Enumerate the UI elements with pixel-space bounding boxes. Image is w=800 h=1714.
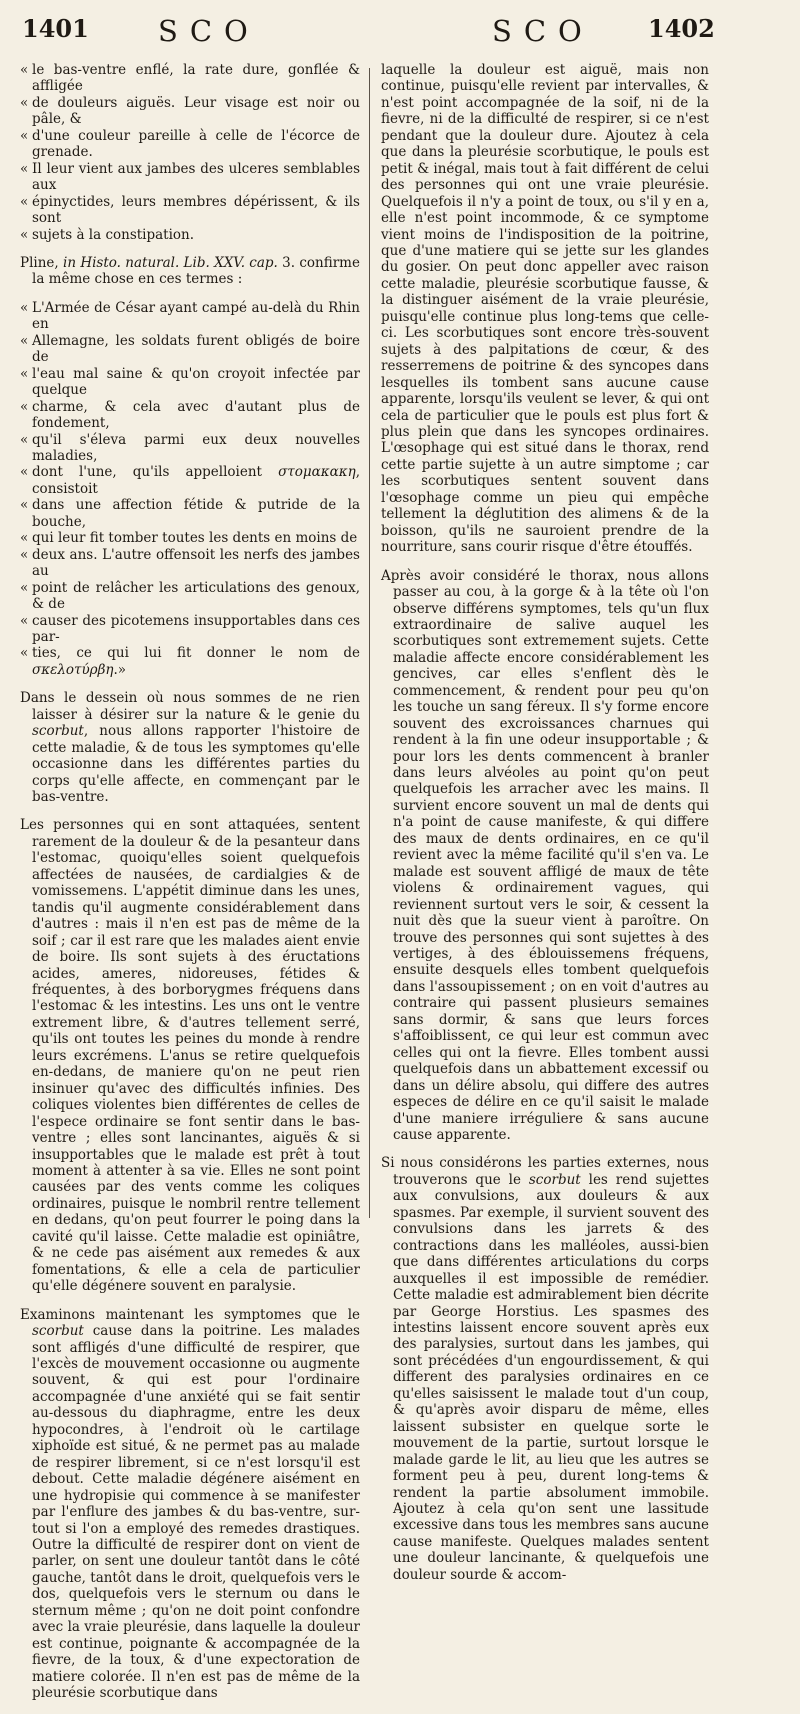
quote-line: « qui leur fit tomber toutes les dents en moins de <box>20 530 358 547</box>
page-number-right: 1402 <box>648 14 715 43</box>
quote-line: « épinyctides, leurs membres dépérissent, & ils sont <box>20 193 360 227</box>
paragraph-pline: Pline, in Histo. natural. Lib. XXV. cap. 3. confirme la même chose en ces termes : <box>20 254 360 288</box>
quote-line: « de douleurs aiguës. Leur visage est noir ou pâle, & <box>20 94 360 128</box>
paragraph-examinons: Examinons maintenant les symptomes que le scorbut cause dans la poitrine. Les malades sont affligés d'une difficulté de respirer, que l'excès de mouvement occasionne ou augmente souvent, & qui est pour l'ordinaire accompagnée d'une anxiété qui se fait sentir au-dessous du diaphragme, entre les deux hypocondres, à l'endroit où le cartilage xiphoïde est situé, & ne permet pas au malade de respirer librement, si ce n'est lorsqu'il est debout. Cette maladie dégénere aisément en une hydropisie qui commence à se manifester par l'enflure des jambes & du bas-ventre, sur-tout si l'on a employé des remedes drastiques. Outre la difficulté de respirer dont on vient de parler, on sent une douleur tantôt dans le côté gauche, tantôt dans le droit, quelquefois vers le dos, quelquefois vers le sternum ou dans le sternum même ; qu'on ne doit point confondre avec la vraie pleurésie, dans laquelle la douleur est continue, poignante & accompagnée de la fievre, de la toux, & d'une expectoration de matiere colorée. Il n'en est pas de même de la pleurésie scorbutique dans <box>20 1306 360 1702</box>
quote-line: « l'eau mal saine & qu'on croyoit infectée par quelque <box>20 365 360 399</box>
greek-term: σκελοτύρβη <box>32 661 114 678</box>
column-divider <box>369 68 370 1218</box>
running-head-left: SCO <box>158 14 260 48</box>
quote-line: « sujets à la constipation. <box>20 226 195 243</box>
quote-block-continued <box>20 62 360 243</box>
quote-line: « point de relâcher les articulations des genoux, & de <box>20 579 360 613</box>
paragraph-personnes: Les personnes qui en sont attaquées, sentent rarement de la douleur & de la pesanteur dans l'estomac, quoiqu'elles soient quelquefois affectées de nausées, de cardialgies & de vomissemens. L'appétit diminue dans les unes, tandis qu'il augmente considérablement dans d'autres : mais il n'en est pas de même de la soif ; car il est rare que les malades aient envie de boire. Ils sont sujets à des éructations acides, ameres, nidoreuses, fétides & fréquentes, à des borborygmes fréquens dans l'estomac & les intestins. Les uns ont le ventre extrement libre, & d'autres tellement serré, qu'ils ont toutes les peines du monde à rendre leurs excrémens. L'anus se retire quelquefois en-dedans, de maniere qu'on ne peut rien insinuer qu'avec des difficultés infinies. Des coliques violentes bien différentes de celles de l'espece ordinaire se font sentir dans le bas-ventre ; elles sont lancinantes, aiguës & si insupportables que le malade est prêt à tout moment à attenter à sa vie. Elles ne sont point causées par des vents comme les coliques ordinaires, puisque le nombril rentre tellement en dedans, qu'on peut fourrer le poing dans la cavité qu'il laisse. Cette maladie est opiniâtre, & ne cede pas aisément aux remedes & aux fomentations, & elle a cela de particulier qu'elle dégénere souvent en paralysie. <box>20 817 360 1295</box>
quote-line: « causer des picotemens insupportables dans ces par- <box>20 612 360 645</box>
greek-term: στομακακη <box>278 464 356 481</box>
quote-line: « Allemagne, les soldats furent obligés de boire de <box>20 332 360 366</box>
running-head-right: SCO <box>492 14 594 48</box>
quote-line: « L'Armée de César ayant campé au-delà du Rhin en <box>20 299 360 333</box>
quote-line: « d'une couleur pareille à celle de l'écorce de grenade. <box>20 127 360 161</box>
quote-line: « dont l'une, qu'ils appelloient στομακακη, consistoit <box>20 464 360 497</box>
paragraph-dessein: Dans le dessein où nous sommes de ne rien laisser à désirer sur la nature & le genie du scorbut, nous allons rapporter l'histoire de cette maladie, & de tous les symptomes qu'elle occasionne dans les différentes parties du corps qu'elle affecte, en commençant par le bas-ventre. <box>20 690 360 806</box>
paragraph-laquelle: laquelle la douleur est aiguë, mais non continue, puisqu'elle revient par intervalles, & n'est point accompagnée de la soif, ni de la fievre, ni de la difficulté de respirer, si ce n'est pendant que la douleur dure. Ajoutez à cela que dans la pleurésie scorbutique, le pouls est petit & inégal, mais tout à fait différent de celui des personnes qui ont une vraie pleurésie. Quelquefois il n'y a point de toux, ou s'il y en a, elle n'est point incommode, & ce symptome vient moins de l'indisposition de la poitrine, que d'une matiere qui se jette sur les glandes du gosier. On peut donc appeller avec raison cette maladie, pleurésie scorbutique fausse, & la distinguer aisément de la vraie pleurésie, puisqu'elle continue plus long-tems que celle-ci. Les scorbutiques sont encore très-souvent sujets à des palpitations de cœur, & des resserremens de poitrine & des syncopes dans lesquelles ils tombent sans aucune cause apparente, lorsqu'ils veulent se lever, & qui ont cela de particulier que le pouls est plus fort & plus plein que dans les syncopes ordinaires. L'œsophage qui est situé dans le thorax, rend cette partie sujette à un autre simptome ; car les scorbutiques sentent souvent dans l'œsophage comme un pieu qui empêche tellement la déglutition des alimens & de la boisson, qu'ils ne sauroient prendre de la nourriture, sans courir risque d'être étouffés. <box>381 62 709 556</box>
quote-line: « qu'il s'éleva parmi eux deux nouvelles maladies, <box>20 431 360 464</box>
quote-line: « Il leur vient aux jambes des ulceres semblables aux <box>20 160 360 194</box>
paragraph-apres: Après avoir considéré le thorax, nous allons passer au cou, à la gorge & à la tête où l'on observe différens symptomes, tels qu'un flux extraordinaire de salive auquel les scorbutiques sont extremement sujets. Cette maladie affecte encore considérablement les gencives, car elles s'enflent dès le commencement, & rendent pour peu qu'on les touche un sang féreux. Il s'y forme encore souvent des excroissances charnues qui rendent à la fin une odeur insupportable ; & pour lors les dents commencent à branler dans leurs alvéoles au point qu'on peut quelquefois les arracher avec les mains. Il survient encore souvent un mal de dents qui n'a point de cause manifeste, & qui differe des maux de dents ordinaires, en ce qu'il revient avec la même facilité qu'il s'en va. Le malade est souvent affligé de maux de tête violens & ordinairement vagues, qui reviennent surtout vers le soir, & cessent la nuit dès que la sueur vient à paroître. On trouve des personnes qui sont sujettes à des vertiges, à des éblouissemens fréquens, ensuite desquels elles tombent quelquefois dans l'assoupissement ; on en voit d'autres au contraire qui passent plusieurs semaines sans dormir, & sans que leurs forces s'affoiblissent, ce qui leur est commun avec celles qui ont la fievre. Elles tombent aussi quelquefois dans un abbattement excessif ou dans un délire absolu, qui differe des autres especes de délire en ce qu'il saisit le malade d'une maniere irréguliere & sans aucune cause apparente. <box>381 567 709 1143</box>
right-column <box>381 62 709 1595</box>
quote-line: « deux ans. L'autre offensoit les nerfs des jambes au <box>20 546 360 580</box>
quote-line: « ties, ce qui lui fit donner le nom de σκελοτύρβη.» <box>20 645 360 678</box>
quote-line: « le bas-ventre enflé, la rate dure, gonflée & affligée <box>20 62 360 95</box>
left-column <box>20 62 360 1714</box>
quote-line: « charme, & cela avec d'autant plus de fondement, <box>20 398 360 432</box>
paragraph-si-nous: Si nous considérons les parties externes, nous trouverons que le scorbut les rend sujettes aux convulsions, aux douleurs & aux spasmes. Par exemple, il survient souvent des convulsions dans les jarrets & des contractions dans les malléoles, aussi-bien que dans différentes articulations du corps auxquelles il est impossible de remédier. Cette maladie est admirablement bien décrite par George Horstius. Les spasmes des intestins laissent encore souvent après eux des paralysies, surtout dans les jambes, qui sont précédées d'un engourdissement, & qui different des paralysies ordinaires en ce qu'elles saisissent le malade tout d'un coup, & qu'après avoir disparu de même, elles laissent subsister en quelque sorte le mouvement de la partie, surtout lorsque le malade garde le lit, au lieu que les autres se forment peu à peu, durent long-tems & rendent la partie absolument immobile. Ajoutez à cela qu'on sent une lassitude excessive dans tous les membres sans aucune cause manifeste. Quelques malades sentent une douleur lancinante, & quelquefois une douleur sourde & accom- <box>381 1155 710 1583</box>
quote-line: « dans une affection fétide & putride de la bouche, <box>20 497 360 530</box>
page-number-left: 1401 <box>22 14 89 43</box>
quote-block-cesar <box>20 300 360 678</box>
